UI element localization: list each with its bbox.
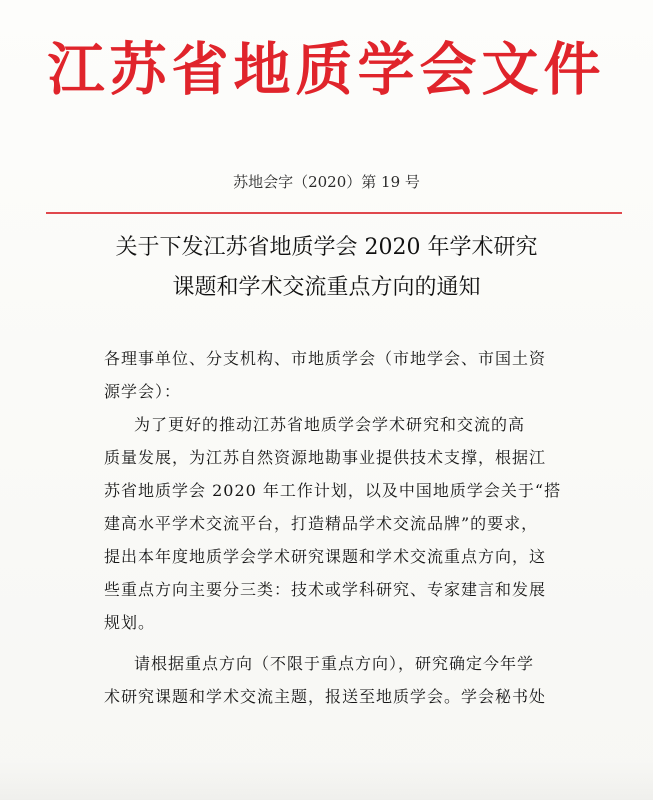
paragraph-1-line-1: 为了更好的推动江苏省地质学会学术研究和交流的高 <box>134 415 526 434</box>
paragraph-2-line-2: 术研究课题和学术交流主题，报送至地质学会。学会秘书处 <box>104 687 547 706</box>
paragraph-1-line-6: 些重点方向主要分三类：技术或学科研究、专家建言和发展 <box>104 580 547 599</box>
notice-title <box>0 228 653 308</box>
red-divider-line <box>46 212 622 214</box>
paragraph-1-line-5: 提出本年度地质学会学术研究课题和学术交流重点方向，这 <box>104 547 547 566</box>
paragraph-1-line-2: 质量发展，为江苏自然资源地勘事业提供技术支撑，根据江 <box>104 448 547 467</box>
paragraph-2-line-1: 请根据重点方向（不限于重点方向），研究确定今年学 <box>134 654 535 673</box>
scan-shadow <box>0 760 653 800</box>
document-number: 苏地会字（2020）第 19 号 <box>233 173 420 191</box>
salutation-line-2: 源学会）： <box>104 382 182 401</box>
paragraph-1-line-4: 建高水平学术交流平台，打造精品学术交流品牌”的要求， <box>104 514 539 533</box>
document-header-title: 江苏省地质学会文件 <box>47 36 606 103</box>
notice-title-line-2: 课题和学术交流重点方向的通知 <box>172 275 481 300</box>
paragraph-1-line-3: 苏省地质学会 2020 年工作计划，以及中国地质学会关于“搭 <box>104 481 562 500</box>
salutation-line-1: 各理事单位、分支机构、市地质学会（市地学会、市国土资 <box>104 349 547 368</box>
notice-title-line-1: 关于下发江苏省地质学会 2020 年学术研究 <box>115 235 538 260</box>
paragraph-1-line-7: 规划。 <box>104 613 156 632</box>
notice-body <box>104 342 582 713</box>
